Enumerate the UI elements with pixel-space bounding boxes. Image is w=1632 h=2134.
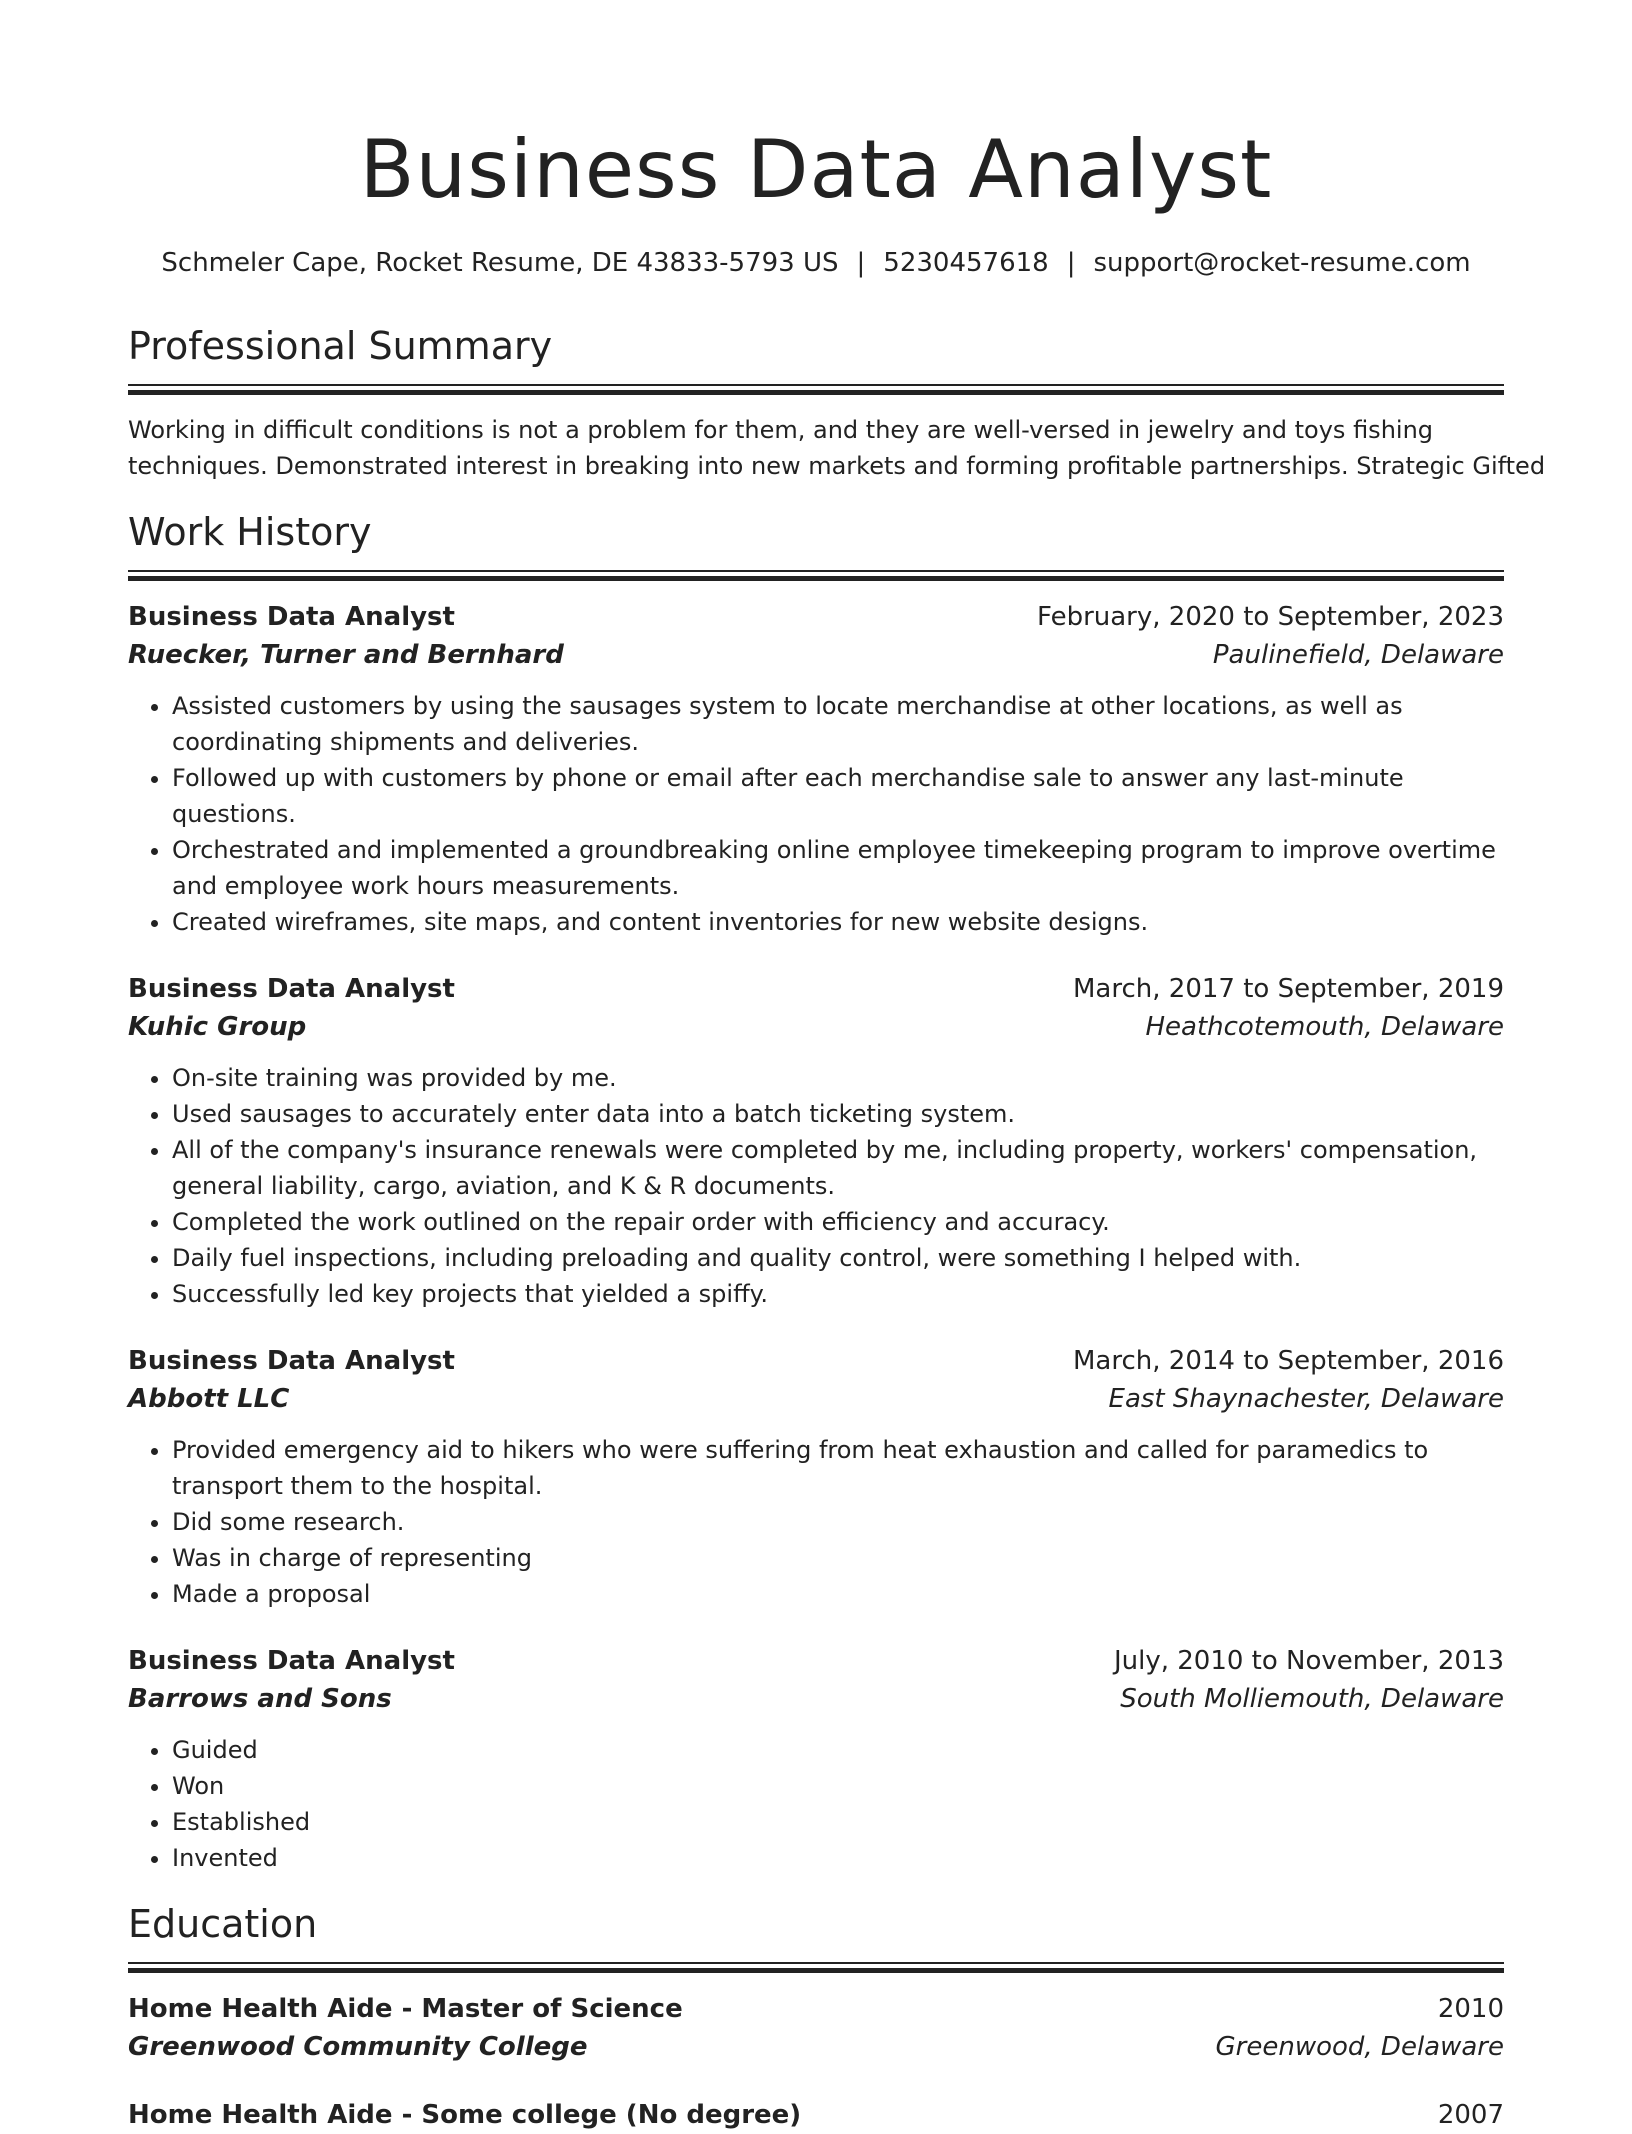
contact-email: support@rocket-resume.com [1093,248,1471,278]
education-heading: Education [128,1902,318,1946]
section-divider [128,384,1504,394]
job-location: South Molliemouth, Delaware [1120,1684,1504,1714]
job-company: Barrows and Sons [128,1684,392,1714]
summary-line: techniques. Demonstrated interest in breaking into new markets and forming profitable partnerships. Strategic Gifted [128,452,1546,480]
education-section [128,1898,1504,2134]
job-entry [128,1342,1504,1612]
job-entry [128,1642,1504,1876]
job-bullets [128,688,1504,940]
job-dates: March, 2014 to September, 2016 [1073,1346,1504,1376]
job-title: Business Data Analyst [128,1646,455,1676]
contact-phone: 5230457618 [883,248,1049,278]
education-school: Greenwood Community College [128,2032,588,2062]
job-bullets [128,1060,1504,1312]
job-title: Business Data Analyst [128,974,455,1004]
job-title: Business Data Analyst [128,602,455,632]
job-bullets [128,1732,1504,1876]
job-company: Ruecker, Turner and Bernhard [128,640,564,670]
job-bullet: • Was in charge of representing [172,1540,1504,1576]
job-bullet: • Invented [172,1840,1504,1876]
job-bullet: • Did some research. [172,1504,1504,1540]
job-bullet: • Made a proposal [172,1576,1504,1612]
job-bullet: • Followed up with customers by phone or email after each merchandise sale to answer any last-minute questions. [172,760,1504,832]
job-bullet: • Won [172,1768,1504,1804]
summary-heading: Professional Summary [128,324,553,368]
job-bullet: • Created wireframes, site maps, and content inventories for new website designs. [172,904,1504,940]
education-degree: Home Health Aide - Master of Science [128,1994,683,2024]
section-divider [128,570,1504,580]
job-location: Paulinefield, Delaware [1212,640,1504,670]
job-company: Kuhic Group [128,1012,307,1042]
education-degree: Home Health Aide - Some college (No degree) [128,2100,802,2130]
resume-name: Business Data Analyst [359,123,1273,216]
summary-section [128,320,1546,484]
job-bullet: • Completed the work outlined on the repair order with efficiency and accuracy. [172,1204,1504,1240]
job-bullets [128,1432,1504,1612]
work-history-heading: Work History [128,510,372,554]
job-bullet: • On-site training was provided by me. [172,1060,1504,1096]
education-entry [128,1990,1504,2066]
job-location: East Shaynachester, Delaware [1108,1384,1504,1414]
job-dates: July, 2010 to November, 2013 [1113,1646,1504,1676]
contact-separator: | [856,248,866,278]
education-entry [128,2096,1504,2134]
education-year: 2010 [1437,1994,1504,2024]
job-title: Business Data Analyst [128,1346,455,1376]
education-year: 2007 [1437,2100,1504,2130]
job-bullet: • All of the company's insurance renewals were completed by me, including property, workers' compensation, general liability, cargo, aviation, and K & R documents. [172,1132,1504,1204]
contact-address: Schmeler Cape, Rocket Resume, DE 43833-5793 US [161,248,839,278]
summary-text [128,412,1546,484]
job-bullet: • Successfully led key projects that yielded a spiffy. [172,1276,1504,1312]
summary-line: Working in difficult conditions is not a problem for them, and they are well-versed in jewelry and toys fishing [128,416,1434,444]
job-dates: February, 2020 to September, 2023 [1037,602,1504,632]
job-location: Heathcotemouth, Delaware [1145,1012,1504,1042]
job-company: Abbott LLC [128,1384,290,1414]
job-bullet: • Assisted customers by using the sausages system to locate merchandise at other locations, as well as coordinating shipments and deliveries. [172,688,1504,760]
job-dates: March, 2017 to September, 2019 [1073,974,1504,1004]
education-location: Greenwood, Delaware [1215,2032,1504,2062]
job-bullet: • Orchestrated and implemented a groundbreaking online employee timekeeping program to improve overtime and employee work hours measurements. [172,832,1504,904]
section-divider [128,1962,1504,1972]
contact-line [128,246,1504,280]
job-bullet: • Established [172,1804,1504,1840]
contact-separator: | [1066,248,1076,278]
job-entry [128,598,1504,940]
job-bullet: • Daily fuel inspections, including preloading and quality control, were something I helped with. [172,1240,1504,1276]
job-bullet: • Provided emergency aid to hikers who were suffering from heat exhaustion and called for paramedics to transport them to the hospital. [172,1432,1504,1504]
job-entry [128,970,1504,1312]
job-bullet: • Guided [172,1732,1504,1768]
work-history-section [128,506,1504,1876]
job-bullet: • Used sausages to accurately enter data into a batch ticketing system. [172,1096,1504,1132]
